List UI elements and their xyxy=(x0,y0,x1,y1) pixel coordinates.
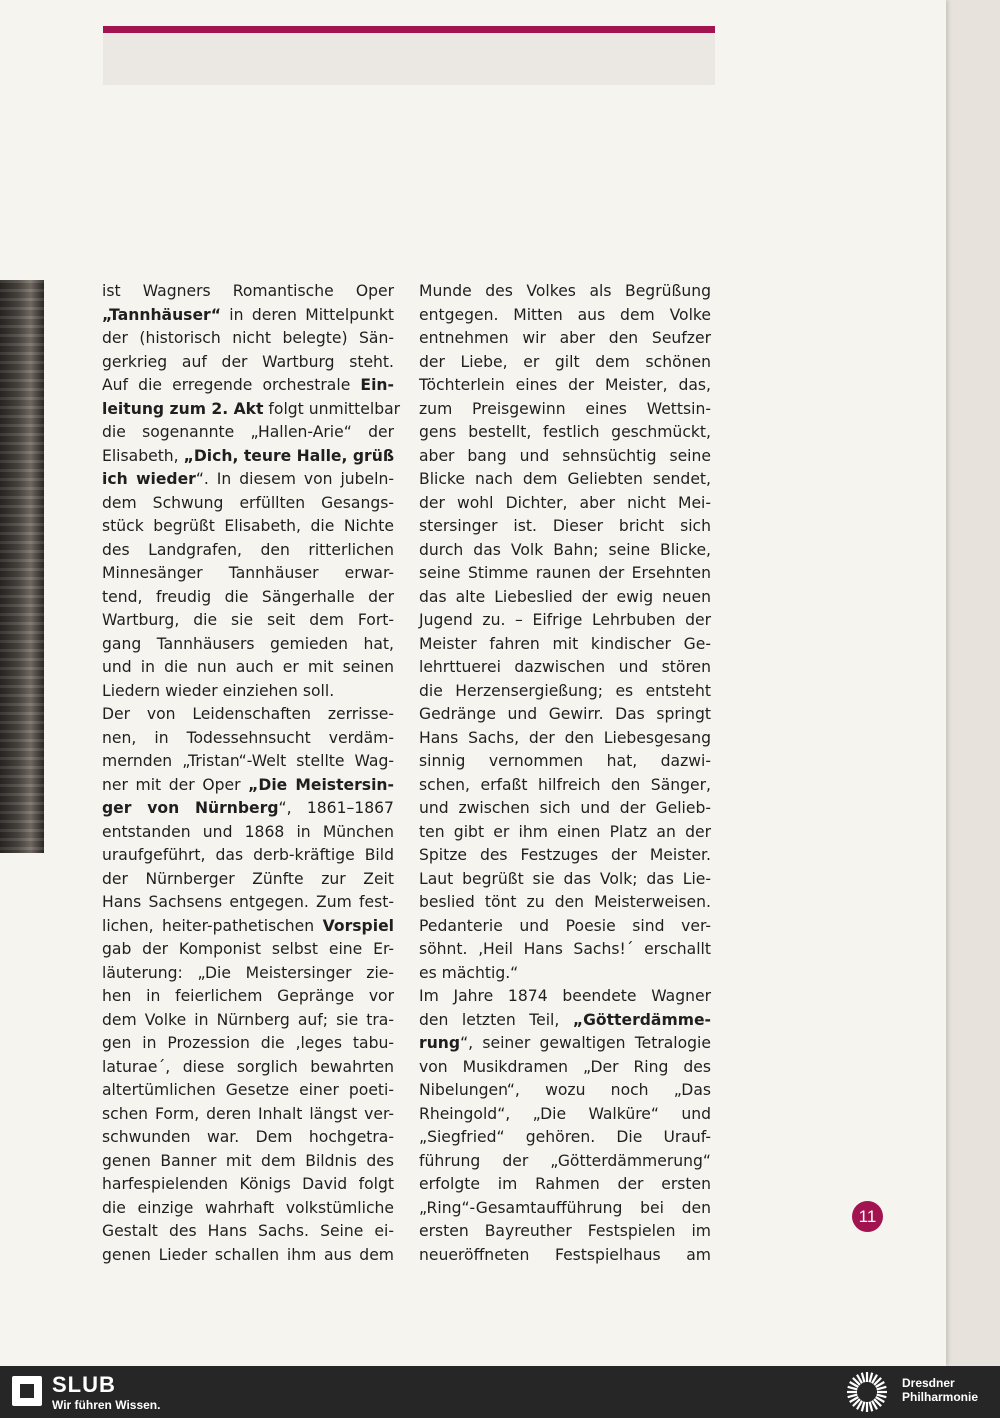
text-segment: stersinger ist. Dieser bricht sich xyxy=(419,517,711,535)
text-line xyxy=(419,398,711,422)
text-segment: Gestalt des Hans Sachs. Seine ei- xyxy=(102,1222,394,1240)
text-segment: uraufgeführt, das derb-kräftige Bild xyxy=(102,846,394,864)
text-segment: stück begrüßt Elisabeth, die Nichte xyxy=(102,517,394,535)
text-segment: mernden „Tristan“-Welt stellte Wag- xyxy=(102,752,394,770)
text-line xyxy=(419,703,711,727)
text-line xyxy=(419,562,711,586)
bold-title: Ein- xyxy=(360,376,394,394)
text-segment: zum Preisgewinn eines Wettsin- xyxy=(419,399,711,418)
dresdner-philharmonie-wordmark xyxy=(902,1376,978,1404)
text-segment: aber bang und sehnsüchtig seine xyxy=(419,446,711,465)
text-segment: Blicke nach dem Geliebten sendet, xyxy=(419,470,711,488)
text-line xyxy=(102,586,394,610)
text-segment: das alte Liebeslied der ewig neuen xyxy=(419,587,711,606)
text-segment: entnehmen wir aber den Seufzer xyxy=(419,329,711,347)
text-line xyxy=(419,680,711,704)
text-segment: Meister fahren mit kindischer Ge- xyxy=(419,634,711,653)
text-column-left xyxy=(102,280,401,1267)
text-segment: von Musikdramen „Der Ring des xyxy=(419,1057,711,1076)
text-line xyxy=(419,633,711,657)
text-line xyxy=(419,868,711,892)
text-segment: Hans Sachs, der den Liebesgesang xyxy=(419,728,711,747)
text-segment: die einzige wahrhaft volkstümliche xyxy=(102,1198,394,1217)
accent-bar xyxy=(103,26,715,33)
text-line xyxy=(419,327,711,351)
text-line xyxy=(102,1079,394,1103)
text-segment: gang Tannhäusers gemieden hat, xyxy=(102,634,394,653)
text-line xyxy=(419,280,711,304)
text-line xyxy=(102,304,394,328)
text-segment: nen, in Todessehnsucht verdäm- xyxy=(102,728,394,747)
text-line xyxy=(102,1244,394,1268)
text-segment: folgt unmittelbar xyxy=(263,399,401,418)
text-segment: Elisabeth, xyxy=(102,446,184,465)
text-line xyxy=(102,1126,394,1150)
text-segment: “, 1861–1867 xyxy=(278,799,394,817)
text-segment: Jugend zu. – Eifrige Lehrbuben der xyxy=(419,611,711,629)
text-segment: entstanden und 1868 in München xyxy=(102,822,394,841)
text-segment: seine Stimme raunen der Ersehnten xyxy=(419,564,711,582)
text-line xyxy=(102,821,394,845)
text-segment: harfespielenden Königs David folgt xyxy=(102,1175,394,1193)
text-segment: gens bestellt, festlich geschmückt, xyxy=(419,423,711,441)
bold-title: Vorspiel xyxy=(322,916,394,935)
text-line xyxy=(102,280,394,304)
text-segment: schwunden war. Dem hochgetra- xyxy=(102,1128,394,1146)
text-segment: und zwischen sich und der Gelieb- xyxy=(419,799,711,817)
text-segment: söhnt. ‚Heil Hans Sachs!´ erschallt xyxy=(419,940,711,958)
text-segment: den letzten Teil, xyxy=(419,1010,573,1029)
text-line xyxy=(102,1150,394,1174)
text-line xyxy=(419,938,711,962)
text-line xyxy=(102,609,394,633)
text-line xyxy=(102,468,394,492)
text-line xyxy=(102,962,394,986)
text-line xyxy=(419,1197,711,1221)
text-segment: der Liebe, er gilt dem schönen xyxy=(419,352,711,371)
text-segment: “. In diesem von jubeln- xyxy=(195,470,394,488)
text-line xyxy=(102,774,394,798)
text-segment: in deren Mittelpunkt xyxy=(220,305,394,324)
text-line xyxy=(102,421,394,445)
text-line xyxy=(419,774,711,798)
text-line xyxy=(102,1032,394,1056)
text-line xyxy=(419,445,711,469)
text-line xyxy=(102,351,394,375)
text-line xyxy=(102,680,394,704)
text-line xyxy=(102,844,394,868)
text-line xyxy=(419,985,711,1009)
text-segment: die Herzensergießung; es entsteht xyxy=(419,681,711,700)
text-segment: gerkrieg auf der Wartburg steht. xyxy=(102,352,394,371)
text-segment: gab der Komponist selbst eine Er- xyxy=(102,940,394,958)
text-line xyxy=(102,1056,394,1080)
text-segment: schen Form, deren Inhalt längst ver- xyxy=(102,1104,394,1123)
text-line xyxy=(102,492,394,516)
slub-name: SLUB xyxy=(52,1372,116,1397)
text-line xyxy=(419,1244,711,1268)
text-segment: entgegen. Mitten aus dem Volke xyxy=(419,305,711,324)
text-line xyxy=(419,1032,711,1056)
text-line xyxy=(419,421,711,445)
text-line xyxy=(419,727,711,751)
bold-title: „Tannhäuser“ xyxy=(102,305,221,324)
bold-title: „Die Meistersin- xyxy=(248,775,394,794)
text-segment: sinnig vernommen hat, dazwi- xyxy=(419,752,711,770)
text-segment: “, seiner gewaltigen Tetralogie xyxy=(460,1034,711,1052)
text-line xyxy=(102,374,394,398)
text-segment: der wohl Dichter, aber nicht Mei- xyxy=(419,493,711,512)
slub-tagline: Wir führen Wissen. xyxy=(52,1398,161,1412)
text-line xyxy=(102,868,394,892)
text-segment: Laut begrüßt sie das Volk; das Lie- xyxy=(419,869,711,888)
text-line xyxy=(102,915,394,939)
text-segment: Töchterlein eines der Meister, das, xyxy=(419,376,711,394)
text-line xyxy=(102,1173,394,1197)
text-line xyxy=(102,515,394,539)
text-line xyxy=(102,539,394,563)
text-line xyxy=(419,374,711,398)
text-segment: dem Volke in Nürnberg auf; sie tra- xyxy=(102,1010,394,1029)
text-segment: „Ring“-Gesamtaufführung bei den xyxy=(419,1198,711,1217)
text-segment: „Siegfried“ gehören. Die Urauf- xyxy=(419,1128,711,1146)
text-line xyxy=(419,797,711,821)
text-line xyxy=(419,1150,711,1174)
text-line xyxy=(102,398,401,422)
bold-title: ich wieder xyxy=(102,470,196,488)
text-line xyxy=(419,492,711,516)
text-line xyxy=(419,468,711,492)
dp-line-1: Dresdner xyxy=(902,1376,955,1390)
text-line xyxy=(102,891,394,915)
text-line xyxy=(102,797,394,821)
text-line xyxy=(419,821,711,845)
text-segment: Spitze des Festzuges der Meister. xyxy=(419,846,711,864)
text-line xyxy=(102,1220,394,1244)
text-segment: Pedanterie und Poesie sind ver- xyxy=(419,916,711,935)
text-segment: lehrttuerei dazwischen und stören xyxy=(419,658,711,676)
text-segment: beslied tönt zu den Meisterweisen. xyxy=(419,893,711,911)
text-segment: der (historisch nicht belegte) Sän- xyxy=(102,329,394,347)
bold-title: „Dich, teure Halle, grüß xyxy=(183,446,395,465)
text-segment: Wartburg, die sie seit dem Fort- xyxy=(102,611,394,629)
text-line xyxy=(419,586,711,610)
text-line xyxy=(419,515,711,539)
text-line xyxy=(419,1173,711,1197)
text-line xyxy=(102,656,394,680)
text-line xyxy=(102,633,394,657)
text-segment: der Nürnberger Zünfte zur Zeit xyxy=(102,869,394,888)
text-segment: lichen, heiter-pathetischen xyxy=(102,916,323,935)
text-line xyxy=(102,445,394,469)
text-line xyxy=(419,1009,711,1033)
text-line xyxy=(419,609,711,633)
text-line xyxy=(419,1220,711,1244)
text-segment: genen Lieder schallen ihm aus dem xyxy=(102,1245,394,1264)
text-segment: ist Wagners Romantische Oper xyxy=(102,282,394,300)
text-segment: genen Banner mit dem Bildnis des xyxy=(102,1151,394,1170)
page-number: 11 xyxy=(852,1201,883,1232)
text-segment: dem Schwung erfüllten Gesangs- xyxy=(102,493,394,512)
text-segment: Rheingold“, „Die Walküre“ und xyxy=(419,1104,711,1123)
text-segment: tend, freudig die Sängerhalle der xyxy=(102,587,394,606)
text-line xyxy=(102,327,394,351)
text-line xyxy=(419,915,711,939)
text-segment: Im Jahre 1874 beendete Wagner xyxy=(419,987,711,1005)
text-line xyxy=(102,727,394,751)
text-segment: Munde des Volkes als Begrüßung xyxy=(419,282,711,300)
text-segment: schen, erfaßt hilfreich den Sänger, xyxy=(419,775,711,794)
text-line xyxy=(102,1197,394,1221)
text-line xyxy=(419,891,711,915)
text-column-right xyxy=(419,280,711,1267)
text-segment: Auf die erregende orchestrale xyxy=(102,376,361,394)
text-segment: Liedern wieder einziehen soll. xyxy=(102,681,335,700)
footer-bar xyxy=(0,1366,1000,1418)
historical-photo-edge xyxy=(0,280,44,853)
text-segment: ersten Bayreuther Festspielen im xyxy=(419,1222,711,1240)
text-segment: durch das Volk Bahn; seine Blicke, xyxy=(419,540,711,559)
text-line xyxy=(419,962,711,986)
text-segment: hen in feierlichem Gepränge vor xyxy=(102,987,394,1005)
text-line xyxy=(419,1126,711,1150)
text-line xyxy=(419,1103,711,1127)
text-segment: Nibelungen“, wozu noch „Das xyxy=(419,1081,711,1099)
text-segment: laturae´, diese sorglich bewahrten xyxy=(102,1057,394,1076)
bold-title: rung xyxy=(419,1034,461,1052)
text-segment: ner mit der Oper xyxy=(102,775,249,794)
text-segment: Hans Sachsens entgegen. Zum fest- xyxy=(102,893,394,911)
bold-title: „Götterdämme- xyxy=(572,1010,711,1029)
text-line xyxy=(102,1009,394,1033)
text-segment: altertümlichen Gesetze einer poeti- xyxy=(102,1081,394,1099)
text-segment: Der von Leidenschaften zerrisse- xyxy=(102,705,394,723)
text-segment: es mächtig.“ xyxy=(419,963,519,982)
text-segment: Minnesänger Tannhäuser erwar- xyxy=(102,564,394,582)
slub-logo-icon xyxy=(12,1376,42,1406)
text-line xyxy=(419,1079,711,1103)
text-line xyxy=(419,750,711,774)
text-segment: erfolgte im Rahmen der ersten xyxy=(419,1175,711,1193)
text-segment: läuterung: „Die Meistersinger zie- xyxy=(102,963,394,982)
text-line xyxy=(419,304,711,328)
bold-title: leitung zum 2. Akt xyxy=(102,399,264,418)
text-segment: des Landgrafen, den ritterlichen xyxy=(102,540,394,559)
text-line xyxy=(419,844,711,868)
text-line xyxy=(102,703,394,727)
text-segment: führung der „Götterdämmerung“ xyxy=(419,1151,711,1170)
text-line xyxy=(419,539,711,563)
text-line xyxy=(102,562,394,586)
text-segment: neueröffneten Festspielhaus am xyxy=(419,1245,711,1264)
text-segment: die sogenannte „Hallen-Arie“ der xyxy=(102,423,394,441)
text-segment: Gedränge und Gewirr. Das springt xyxy=(419,705,711,723)
text-line xyxy=(102,1103,394,1127)
text-segment: und in die nun auch er mit seinen xyxy=(102,658,394,676)
text-segment: ten gibt er ihm einen Platz an der xyxy=(419,822,711,841)
dp-line-2: Philharmonie xyxy=(902,1390,979,1404)
text-line xyxy=(102,938,394,962)
text-line xyxy=(419,351,711,375)
text-segment: gen in Prozession die ‚leges tabu- xyxy=(102,1034,394,1052)
show-through-header xyxy=(103,33,715,85)
text-line xyxy=(419,1056,711,1080)
dresdner-philharmonie-logo-icon xyxy=(842,1370,892,1414)
text-line xyxy=(102,985,394,1009)
text-line xyxy=(102,750,394,774)
text-line xyxy=(419,656,711,680)
bold-title: ger von Nürnberg xyxy=(102,799,279,817)
